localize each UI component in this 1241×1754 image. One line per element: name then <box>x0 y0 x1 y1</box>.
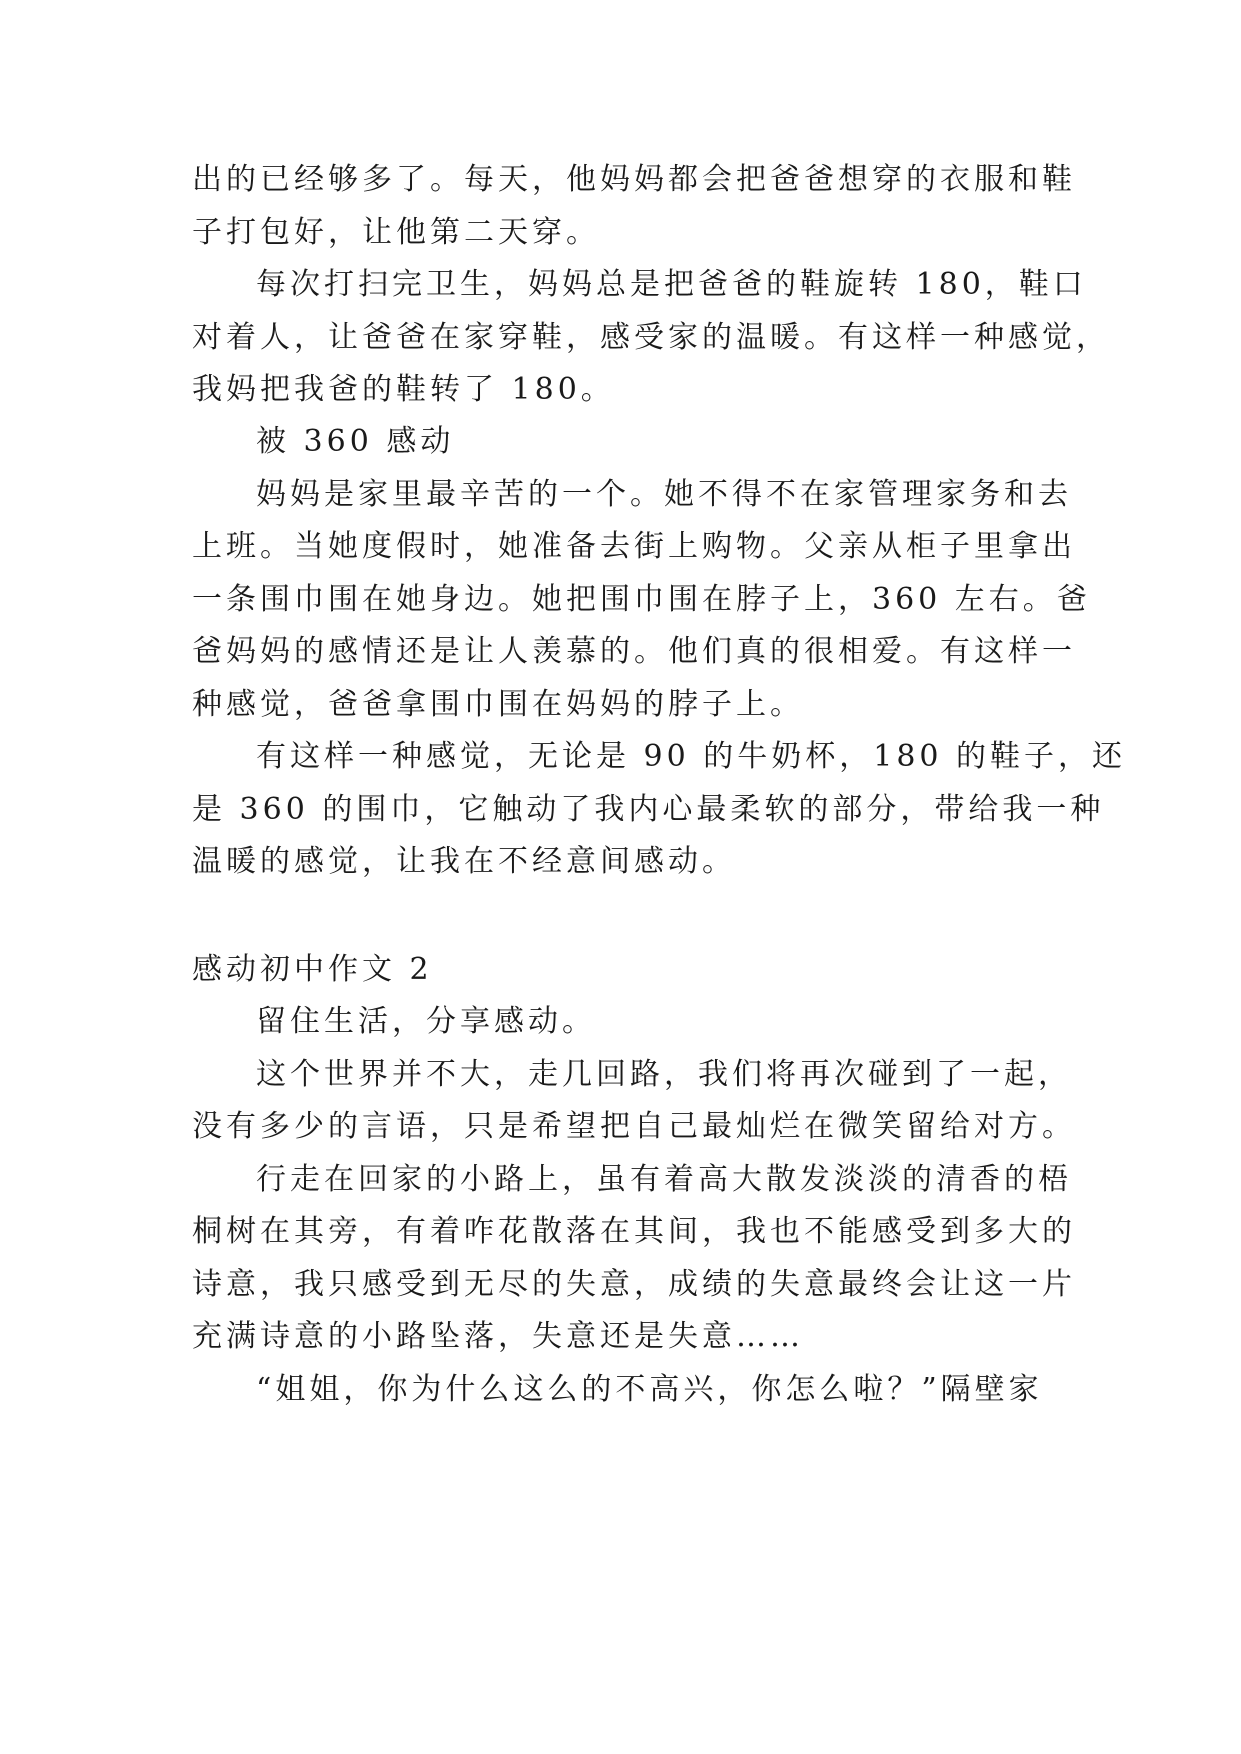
text-line: 出的已经够多了。每天，他妈妈都会把爸爸想穿的衣服和鞋 <box>192 162 1076 197</box>
text-line: 种感觉，爸爸拿围巾围在妈妈的脖子上。 <box>192 687 804 722</box>
text-line: 行走在回家的小路上，虽有着高大散发淡淡的清香的梧 <box>256 1162 1072 1197</box>
text-line: 没有多少的言语，只是希望把自己最灿烂在微笑留给对方。 <box>192 1109 1076 1144</box>
text-line: 这个世界并不大，走几回路，我们将再次碰到了一起， <box>256 1057 1072 1092</box>
text-line: 桐树在其旁，有着咋花散落在其间，我也不能感受到多大的 <box>192 1214 1076 1249</box>
text-line: 对着人，让爸爸在家穿鞋，感受家的温暖。有这样一种感觉， <box>192 320 1110 355</box>
text-line: 有这样一种感觉，无论是 90 的牛奶杯，180 的鞋子，还 <box>256 739 1127 774</box>
text-line: 诗意，我只感受到无尽的失意，成绩的失意最终会让这一片 <box>192 1267 1076 1302</box>
text-line: 爸妈妈的感情还是让人羡慕的。他们真的很相爱。有这样一 <box>192 634 1076 669</box>
text-line: 是 360 的围巾，它触动了我内心最柔软的部分，带给我一种 <box>192 792 1105 827</box>
section-title: 感动初中作文 2 <box>192 952 433 987</box>
text-line: 我妈把我爸的鞋转了 180。 <box>192 372 615 407</box>
text-line: “姐姐，你为什么这么的不高兴，你怎么啦？”隔壁家 <box>256 1372 1043 1407</box>
text-line: 留住生活，分享感动。 <box>256 1004 596 1039</box>
text-line: 充满诗意的小路坠落，失意还是失意…… <box>192 1319 804 1354</box>
text-line: 温暖的感觉，让我在不经意间感动。 <box>192 844 736 879</box>
text-line: 每次打扫完卫生，妈妈总是把爸爸的鞋旋转 180，鞋口 <box>256 267 1087 302</box>
text-line: 妈妈是家里最辛苦的一个。她不得不在家管理家务和去 <box>256 477 1072 512</box>
text-line: 上班。当她度假时，她准备去街上购物。父亲从柜子里拿出 <box>192 529 1076 564</box>
text-line: 一条围巾围在她身边。她把围巾围在脖子上，360 左右。爸 <box>192 582 1091 617</box>
subheading: 被 360 感动 <box>256 424 455 459</box>
text-line: 子打包好，让他第二天穿。 <box>192 215 600 250</box>
